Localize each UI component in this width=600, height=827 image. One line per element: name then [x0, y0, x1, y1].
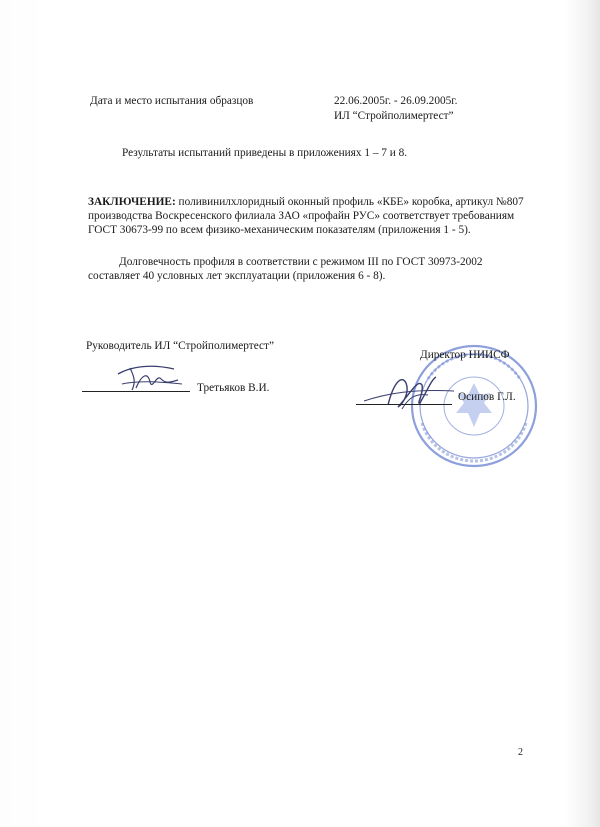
left-signatory-name: Третьяков В.И.: [197, 382, 270, 394]
durability-line-1: Долговечность профиля в соответствии с режимом III по ГОСТ 30973-2002: [119, 256, 483, 268]
conclusion-heading: ЗАКЛЮЧЕНИЕ:: [88, 196, 176, 208]
left-signature: [112, 360, 192, 400]
right-signatory-title: Директор НИИСФ: [420, 349, 510, 361]
conclusion-line-2: производства Воскресенского филиала ЗАО «профайн РУС» соответствует требованиям: [88, 210, 515, 222]
right-signatory-name: Осипов Г.Л.: [458, 391, 516, 403]
left-signatory-title: Руководитель ИЛ “Стройполимертест”: [86, 340, 274, 352]
conclusion-line-1: [88, 196, 524, 209]
right-signature-line: [356, 404, 452, 405]
page-number: 2: [518, 747, 523, 758]
test-info-label: Дата и место испытания образцов: [90, 95, 254, 107]
conclusion-line-3: ГОСТ 30673-99 по всем физико-механическим показателям (приложения 1 - 5).: [88, 224, 471, 236]
right-signature: [358, 365, 468, 415]
test-place: ИЛ “Стройполимертест”: [334, 110, 454, 122]
durability-line-2: составляет 40 условных лет эксплуатации (приложения 6 - 8).: [88, 270, 386, 282]
test-dates: 22.06.2005г. - 26.09.2005г.: [334, 95, 458, 107]
results-text: Результаты испытаний приведены в приложениях 1 – 7 и 8.: [122, 147, 408, 159]
conclusion-line-1-text: поливинилхлоридный оконный профиль «КБЕ» коробка, артикул №807: [175, 196, 524, 208]
